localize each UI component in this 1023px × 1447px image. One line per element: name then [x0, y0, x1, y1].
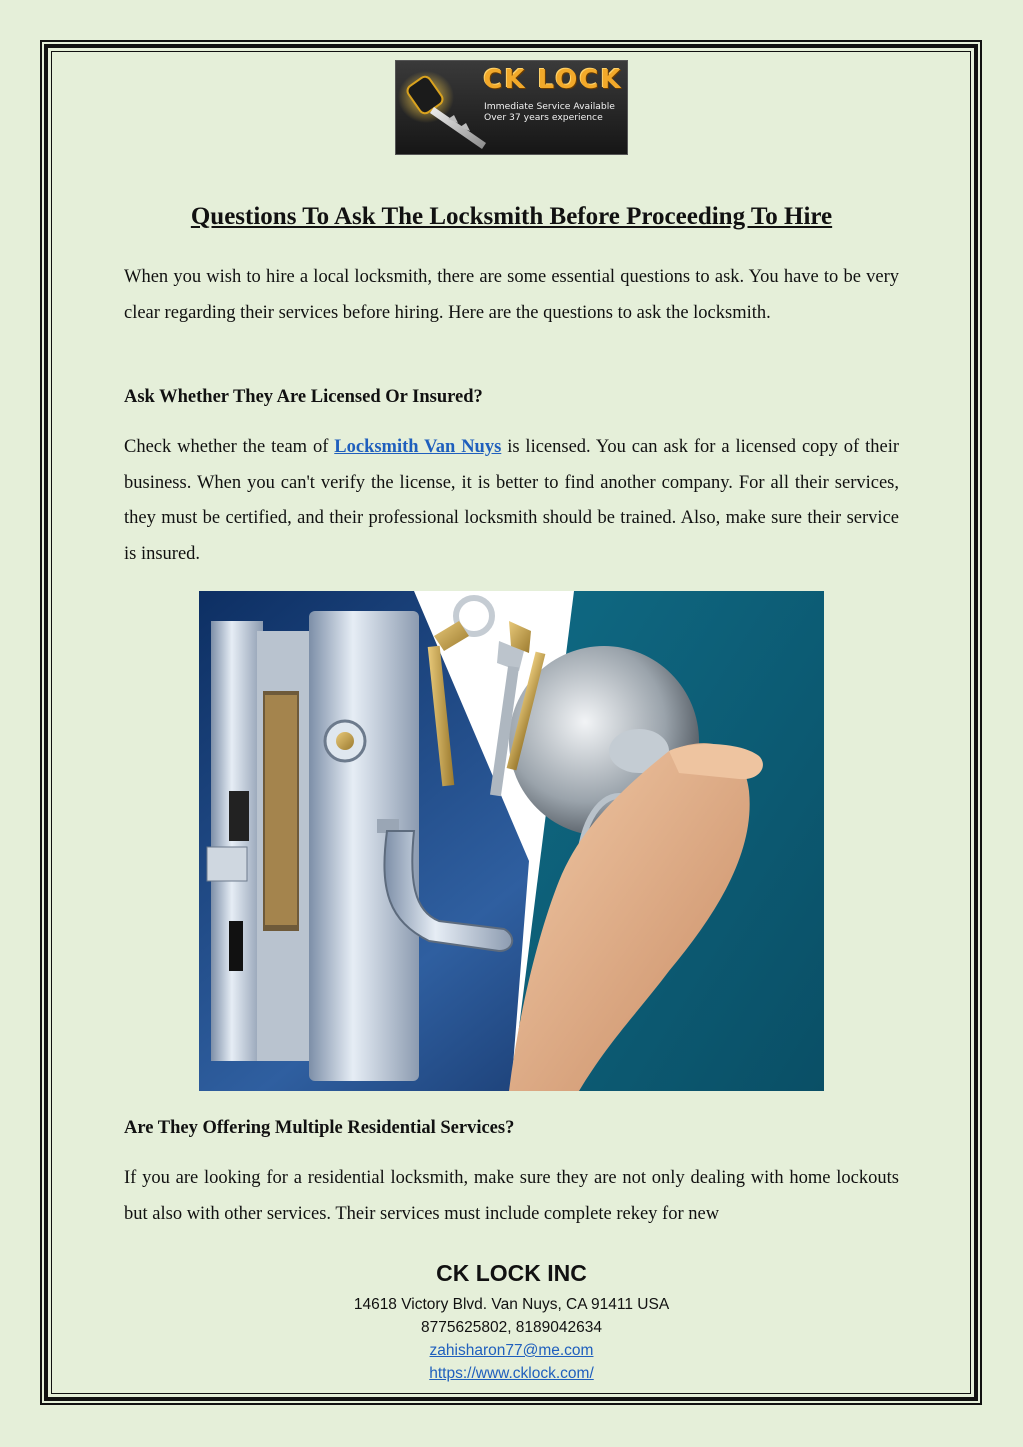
key-icon — [398, 65, 493, 153]
footer-website-link[interactable]: https://www.cklock.com/ — [429, 1365, 594, 1382]
locksmith-van-nuys-link[interactable]: Locksmith Van Nuys — [334, 437, 502, 457]
section2-heading: Are They Offering Multiple Residential Services? — [124, 1118, 515, 1138]
logo-title: CK LOCK — [483, 65, 623, 95]
logo-tagline-2: Over 37 years experience — [484, 112, 603, 123]
footer-address: 14618 Victory Blvd. Van Nuys, CA 91411 USA — [353, 1296, 670, 1313]
intro-paragraph: When you wish to hire a local locksmith, there are some essential questions to ask. You have to be very clear regarding their services before hiring. Here are the questions to ask the locksmith. — [124, 267, 899, 323]
footer-contact — [0, 1260, 1023, 1385]
footer-company-name: CK LOCK INC — [436, 1260, 587, 1286]
ck-lock-logo — [395, 60, 628, 155]
section1-heading: Ask Whether They Are Licensed Or Insured? — [124, 387, 483, 407]
footer-email-link[interactable]: zahisharon77@me.com — [429, 1342, 594, 1359]
section2-paragraph: If you are looking for a residential locksmith, make sure they are not only dealing with home lockouts but also with other services. Their services must include complete rekey for new — [124, 1168, 899, 1224]
logo-tagline-1: Immediate Service Available — [484, 101, 615, 112]
section1-paragraph — [124, 430, 899, 572]
section1-text-before: Check whether the team of — [124, 437, 335, 457]
section1-text-after: is licensed. You can ask for a licensed copy of their business. When you can't verify the license, it is better to find another company. For all their services, they must be certified, and their professional locksmith should be trained. Also, make sure their service is insured. — [124, 437, 900, 564]
article-title: Questions To Ask The Locksmith Before Proceeding To Hire — [190, 203, 833, 230]
footer-phones: 8775625802, 8189042634 — [420, 1319, 603, 1336]
lock-and-keys-photo — [199, 591, 824, 1091]
